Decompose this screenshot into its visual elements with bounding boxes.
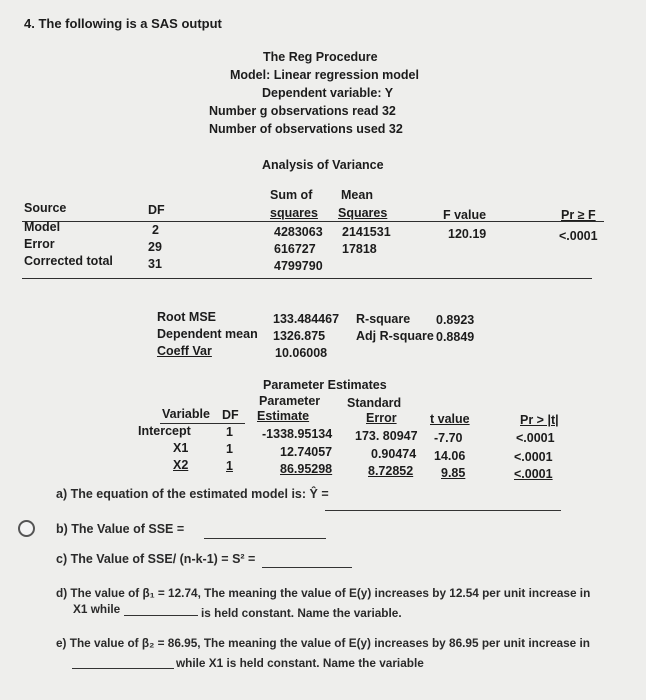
param-row-x1-p: <.0001 (514, 450, 553, 464)
param-row-x1-var: X1 (173, 441, 189, 455)
param-row-intercept-est: -1338.95134 (262, 427, 333, 441)
anova-col-df: DF (148, 203, 165, 217)
anova-header-rule (22, 221, 604, 222)
anova-col-sum-2: squares (270, 206, 318, 220)
rsq-label: R-square (356, 312, 411, 326)
question-d-line2-post: is held constant. Name the variable. (201, 606, 402, 620)
anova-row-model-p: <.0001 (559, 229, 598, 243)
coeff-var-value: 10.06008 (275, 346, 328, 360)
question-d-line1: d) The value of β₁ = 12.74, The meaning the value of E(y) increases by 12.54 per unit increase in (56, 586, 591, 600)
anova-col-mean-2: Squares (338, 206, 388, 220)
anova-row-model-ss: 4283063 (274, 225, 323, 239)
dependent-line: Dependent variable: Y (262, 86, 394, 100)
answer-blank-e[interactable] (72, 668, 174, 669)
param-row-x2-p: <.0001 (514, 467, 553, 481)
params-col-param-2: Estimate (257, 409, 310, 423)
anova-col-f: F value (443, 208, 487, 222)
param-row-x2-df: 1 (226, 459, 233, 473)
anova-col-sum-1: Sum of (270, 188, 313, 202)
anova-bottom-rule (22, 278, 592, 279)
obs-used-line: Number of observations used 32 (209, 122, 403, 136)
anova-row-model-f: 120.19 (448, 227, 487, 241)
param-row-x1-df: 1 (226, 442, 233, 456)
procedure-title: The Reg Procedure (263, 50, 378, 64)
param-row-x2-t: 9.85 (441, 466, 466, 480)
answer-blank-c[interactable] (262, 567, 352, 568)
param-row-intercept-p: <.0001 (516, 431, 555, 445)
answer-blank-b[interactable] (204, 538, 326, 539)
params-col-std-2: Error (366, 411, 397, 425)
param-row-x2-est: 86.95298 (280, 462, 333, 476)
rsq-value: 0.8923 (436, 313, 475, 327)
question-c: c) The Value of SSE/ (n-k-1) = S² = (56, 552, 256, 566)
anova-col-p: Pr ≥ F (561, 208, 596, 222)
anova-title: Analysis of Variance (262, 158, 384, 172)
param-row-x2-var: X2 (173, 458, 189, 472)
anova-row-error-ms: 17818 (342, 242, 377, 256)
param-row-intercept-df: 1 (226, 425, 233, 439)
param-row-intercept-t: -7.70 (434, 431, 463, 445)
question-e-line2-post: while X1 is held constant. Name the variable (176, 656, 424, 670)
anova-row-error-source: Error (24, 237, 55, 251)
anova-row-error-ss: 616727 (274, 242, 316, 256)
anova-row-model-ms: 2141531 (342, 225, 391, 239)
param-row-intercept-var: Intercept (138, 424, 191, 438)
anova-row-total-df: 31 (148, 257, 162, 271)
params-col-df: DF (222, 408, 239, 422)
anova-row-model-source: Model (24, 220, 61, 234)
params-title: Parameter Estimates (263, 378, 387, 392)
param-row-x1-t: 14.06 (434, 449, 466, 463)
param-row-x2-se: 8.72852 (368, 464, 414, 478)
answer-blank-a[interactable] (325, 510, 561, 511)
anova-row-model-df: 2 (152, 223, 159, 237)
question-title: 4. The following is a SAS output (24, 16, 222, 31)
root-mse-label: Root MSE (157, 310, 217, 324)
params-col-std-1: Standard (347, 396, 402, 410)
question-a: a) The equation of the estimated model is: Ŷ = (56, 487, 329, 501)
dep-mean-value: 1326.875 (273, 329, 326, 343)
coeff-var-label: Coeff Var (157, 344, 212, 358)
anova-row-error-df: 29 (148, 240, 162, 254)
params-col-variable: Variable (162, 407, 210, 421)
obs-read-line: Number g observations read 32 (209, 104, 396, 118)
root-mse-value: 133.484467 (273, 312, 340, 326)
param-row-x1-est: 12.74057 (280, 445, 333, 459)
param-row-intercept-se: 173. 80947 (355, 429, 418, 443)
param-row-x1-se: 0.90474 (371, 447, 417, 461)
adj-rsq-label: Adj R-square (356, 329, 434, 343)
params-col-p: Pr > |t| (520, 413, 559, 427)
params-col-t: t value (430, 412, 470, 426)
anova-col-mean-1: Mean (341, 188, 373, 202)
question-d-line2-pre: X1 while (73, 602, 121, 616)
params-col-param-1: Parameter (259, 394, 321, 408)
anova-col-source: Source (24, 201, 67, 215)
answer-blank-d[interactable] (124, 615, 198, 616)
anova-row-total-ss: 4799790 (274, 259, 323, 273)
model-line: Model: Linear regression model (230, 68, 419, 82)
adj-rsq-value: 0.8849 (436, 330, 475, 344)
radio-button[interactable] (18, 520, 35, 537)
question-e-line1: e) The value of β₂ = 86.95, The meaning the value of E(y) increases by 86.95 per unit increase in (56, 636, 590, 650)
anova-row-total-source: Corrected total (24, 254, 113, 268)
dep-mean-label: Dependent mean (157, 327, 258, 341)
question-b: b) The Value of SSE = (56, 522, 185, 536)
